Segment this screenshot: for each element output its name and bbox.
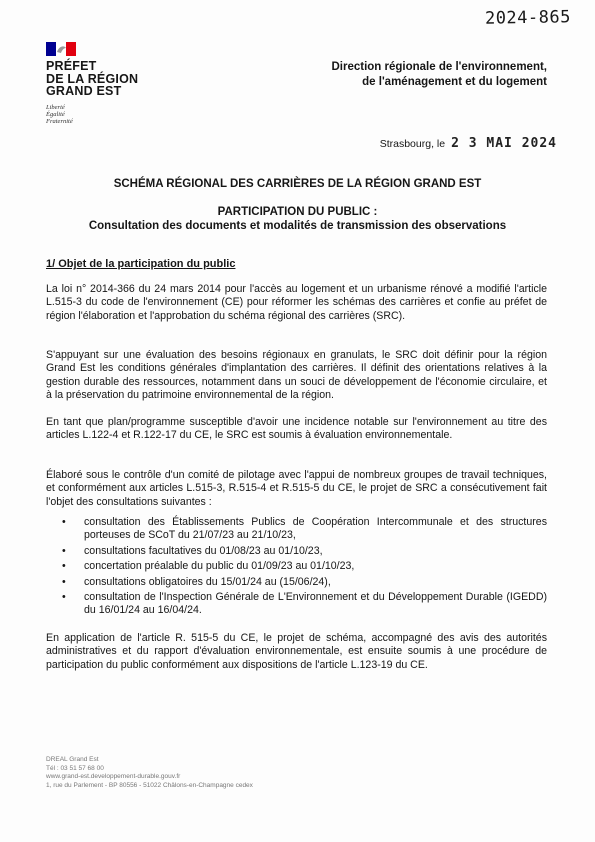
republic-motto [46, 104, 156, 125]
direction-line-1: Direction régionale de l'environnement, [331, 61, 547, 73]
section-heading: 1/ Objet de la participation du public [46, 258, 236, 270]
consultations-list [62, 516, 547, 620]
prefet-line-2: DE LA RÉGION [46, 71, 139, 86]
prefet-title [46, 60, 156, 98]
footer-line-3: www.grand-est.developpement-durable.gouv.fr [46, 773, 181, 780]
footer-line-2: Tél : 03 51 57 68 00 [46, 764, 104, 772]
list-item: • consultation des Établissements Publics de Coopération Intercommunale et des structures porteuses de SCoT du 21/07/23 au 21/10/23, [62, 516, 547, 543]
motto-liberte: Liberté [46, 103, 65, 111]
paragraph-3: En tant que plan/programme susceptible d'avoir une incidence notable sur l'environnement au titre des articles L.122-4 et R.122-17 du CE, le SRC est soumis à évaluation environnementale. [46, 416, 547, 442]
list-item: • consultation de l'Inspection Générale de L'Environnement et du Développement Durable (IGEDD) du 16/01/24 au 16/04/24. [62, 591, 547, 618]
handwritten-reference-number: 2024-865 [484, 7, 572, 29]
marianne-logo-icon [46, 42, 76, 56]
document-subtitle-detail: Consultation des documents et modalités de transmission des observations [88, 220, 507, 232]
list-item: • consultations facultatives du 01/08/23 au 01/10/23, [62, 545, 547, 558]
list-item: • concertation préalable du public du 01/09/23 au 01/10/23, [62, 560, 547, 573]
document-title: SCHÉMA RÉGIONAL DES CARRIÈRES DE LA RÉGION GRAND EST [113, 178, 482, 190]
motto-fraternite: Fraternité [46, 117, 73, 125]
paragraph-1: La loi n° 2014-366 du 24 mars 2014 pour l'accès au logement et un urbanisme rénové a modifié l'article L.515-3 du code de l'environnement (CE) pour réformer les schémas des carrières et confie au préfet de région l'élaboration et l'approbation du schéma régional des carrières (SRC). [46, 283, 547, 322]
footer-line-4: 1, rue du Parlement - BP 80556 - 51022 Châlons-en-Champagne cedex [46, 781, 253, 789]
date-line [380, 136, 557, 151]
paragraph-4: Élaboré sous le contrôle d'un comité de pilotage avec l'appui de nombreux groupes de travail techniques, et conformément aux articles L.515-3, R.515-4 et R.515-5 du CE, le projet de SRC a consécutivement fait l'objet des consultations suivantes : [46, 469, 547, 508]
prefet-line-1: PRÉFET [46, 59, 97, 73]
date-prefix: Strasbourg, le [379, 138, 446, 150]
date-stamp: 2 3 MAI 2024 [451, 136, 557, 151]
footer-line-1: DREAL Grand Est [46, 756, 99, 763]
motto-egalite: Égalité [46, 110, 65, 118]
paragraph-5: En application de l'article R. 515-5 du CE, le projet de schéma, accompagné des avis des autorités administratives et du rapport d'évaluation environnementale, est ensuite soumis à une procédure de participation du public conformément aux dispositions de l'article L.123-19 du CE. [46, 632, 547, 671]
document-subtitle: PARTICIPATION DU PUBLIC : [217, 206, 378, 218]
issuing-direction [331, 60, 547, 90]
list-item: • consultations obligatoires du 15/01/24 au (15/06/24), [62, 576, 547, 589]
paragraph-2: S'appuyant sur une évaluation des besoins régionaux en granulats, le SRC doit définir pour la région Grand Est les conditions générales d'implantation des carrières. Il définit des orientations relatives à la gestion durable des ressources, notamment dans un souci de développement de l'économie circulaire, et à la préservation du patrimoine environnemental de la région. [46, 349, 547, 402]
prefecture-logo [46, 42, 156, 125]
footer-address [46, 756, 253, 790]
direction-line-2: de l'aménagement et du logement [362, 76, 547, 88]
prefet-line-3: GRAND EST [46, 84, 122, 98]
